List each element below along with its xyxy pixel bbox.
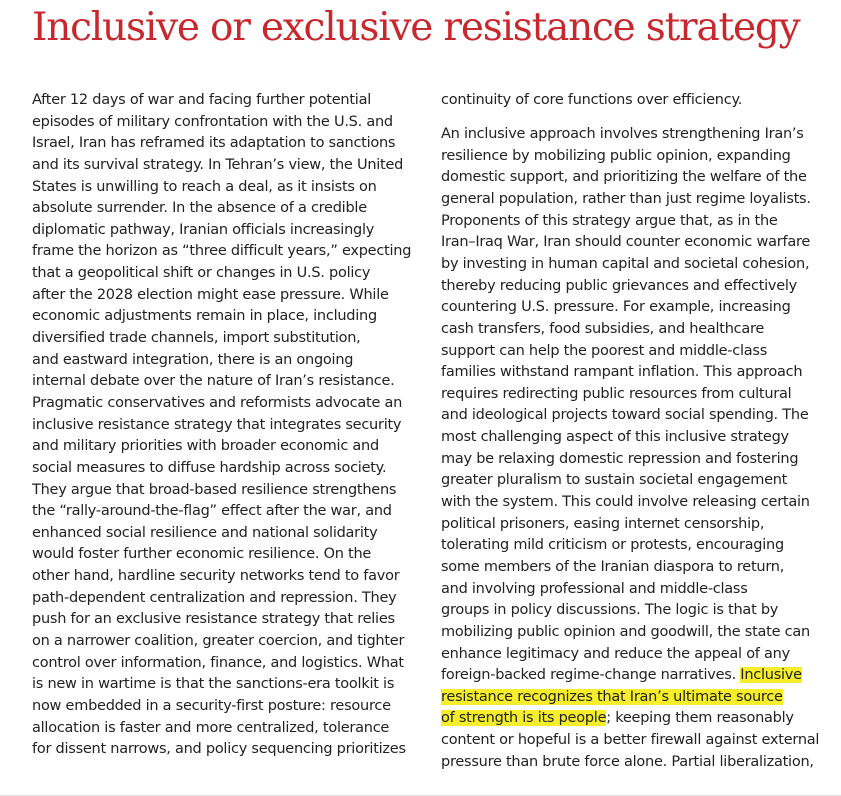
text-line: after the 2028 election might ease pressure. While <box>32 286 389 303</box>
text-line: States is unwilling to reach a deal, as it insists on <box>32 178 377 195</box>
text-line: Israel, Iran has reframed its adaptation to sanctions <box>32 135 396 152</box>
text-line: content or hopeful is a better firewall against external <box>441 732 820 749</box>
text-line: allocation is faster and more centralized, tolerance <box>32 719 390 736</box>
text-line: mobilizing public opinion and goodwill, the state can <box>441 623 810 640</box>
text-line: would foster further economic resilience. On the <box>32 546 372 563</box>
text-line: now embedded in a security-first posture: resource <box>32 697 391 714</box>
highlighted-text: of strength is its people <box>441 710 607 727</box>
text-line: absolute surrender. In the absence of a credible <box>32 200 367 217</box>
paragraph-closing-lines <box>441 730 820 773</box>
text-line: resilience by mobilizing public opinion, expanding <box>441 147 791 164</box>
paragraph-continuation <box>441 90 816 112</box>
paragraph-inclusive-approach <box>441 124 816 665</box>
text-line: diversified trade channels, import substitution, <box>32 330 361 347</box>
text-line: pressure than brute force alone. Partial liberalization, <box>441 753 814 770</box>
text-line: push for an exclusive resistance strategy that relies <box>32 611 395 628</box>
text-line: families withstand rampant inflation. This approach <box>441 364 803 381</box>
text-line: domestic support, and prioritizing the welfare of the <box>441 169 807 186</box>
text-line: path-dependent centralization and repression. They <box>32 589 397 606</box>
text-line: on a narrower coalition, greater coercion, and tighter <box>32 633 405 650</box>
text-line: control over information, finance, and logistics. What <box>32 654 404 671</box>
text-line: with the system. This could involve releasing certain <box>441 494 810 511</box>
text-line: support can help the poorest and middle-class <box>441 342 768 359</box>
text-line: some members of the Iranian diaspora to return, <box>441 558 785 575</box>
text-line: may be relaxing domestic repression and fostering <box>441 450 799 467</box>
text-line: groups in policy discussions. The logic is that by <box>441 602 779 619</box>
text-line: is new in wartime is that the sanctions-era toolkit is <box>32 676 395 693</box>
text-line: episodes of military confrontation with the U.S. and <box>32 113 393 130</box>
text-line: Proponents of this strategy argue that, as in the <box>441 212 778 229</box>
right-column <box>441 90 820 773</box>
text-line: enhance legitimacy and reduce the appeal of any <box>441 645 790 662</box>
text-line: general population, rather than just regime loyalists. <box>441 191 811 208</box>
text-line: tolerating mild criticism or protests, encouraging <box>441 537 784 554</box>
highlighted-text: Inclusive <box>740 667 802 684</box>
text-line: continuity of core functions over efficiency. <box>441 92 743 108</box>
text-line: foreign-backed regime-change narratives. Inclusive <box>441 667 802 684</box>
text-line: of strength is its people; keeping them reasonably <box>441 710 794 727</box>
text-line: They argue that broad-based resilience strengthens <box>32 481 397 498</box>
text-line: Pragmatic conservatives and reformists advocate an <box>32 394 403 411</box>
text-line: other hand, hardline security networks tend to favor <box>32 568 400 585</box>
text-line: that a geopolitical shift or changes in U.S. policy <box>32 265 371 282</box>
left-column <box>32 90 412 761</box>
text-line: and eastward integration, there is an ongoing <box>32 351 354 368</box>
text-line: and its survival strategy. In Tehran’s view, the United <box>32 156 404 173</box>
text-line: internal debate over the nature of Iran’s resistance. <box>32 373 395 390</box>
text-line: countering U.S. pressure. For example, increasing <box>441 299 791 316</box>
text-line: diplomatic pathway, Iranian officials increasingly <box>32 221 375 238</box>
text-line: requires redirecting public resources from cultural <box>441 385 792 402</box>
text-line: economic adjustments remain in place, including <box>32 308 377 325</box>
highlighted-text: resistance recognizes that Iran’s ultimate source <box>441 688 783 705</box>
text-line: and involving professional and middle-class <box>441 580 748 597</box>
text-line <box>441 687 816 709</box>
text-line: by investing in human capital and societal cohesion, <box>441 255 810 272</box>
text-line: social measures to diffuse hardship across society. <box>32 459 387 476</box>
text-line: the “rally-around-the-flag” effect after the war, and <box>32 503 392 520</box>
text-line: and ideological projects toward social spending. The <box>441 407 809 424</box>
text-line: cash transfers, food subsidies, and healthcare <box>441 320 765 337</box>
text-line: most challenging aspect of this inclusive strategy <box>441 429 789 446</box>
text-line: frame the horizon as “three difficult years,” expecting <box>32 243 412 260</box>
text-line: enhanced social resilience and national solidarity <box>32 524 378 541</box>
text-line: An inclusive approach involves strengthening Iran’s <box>441 126 804 143</box>
text-line: inclusive resistance strategy that integrates security <box>32 416 402 433</box>
text-line: thereby reducing public grievances and effectively <box>441 277 798 294</box>
text-line: for dissent narrows, and policy sequencing prioritizes <box>32 741 406 758</box>
text-line: political prisoners, easing internet censorship, <box>441 515 765 532</box>
text-line: greater pluralism to sustain societal engagement <box>441 472 788 489</box>
text-line: and military priorities with broader economic and <box>32 438 379 455</box>
article-heading: Inclusive or exclusive resistance strategy <box>32 5 800 50</box>
text-line: After 12 days of war and facing further potential <box>32 92 371 108</box>
text-line: Iran–Iraq War, Iran should counter economic warfare <box>441 234 811 251</box>
